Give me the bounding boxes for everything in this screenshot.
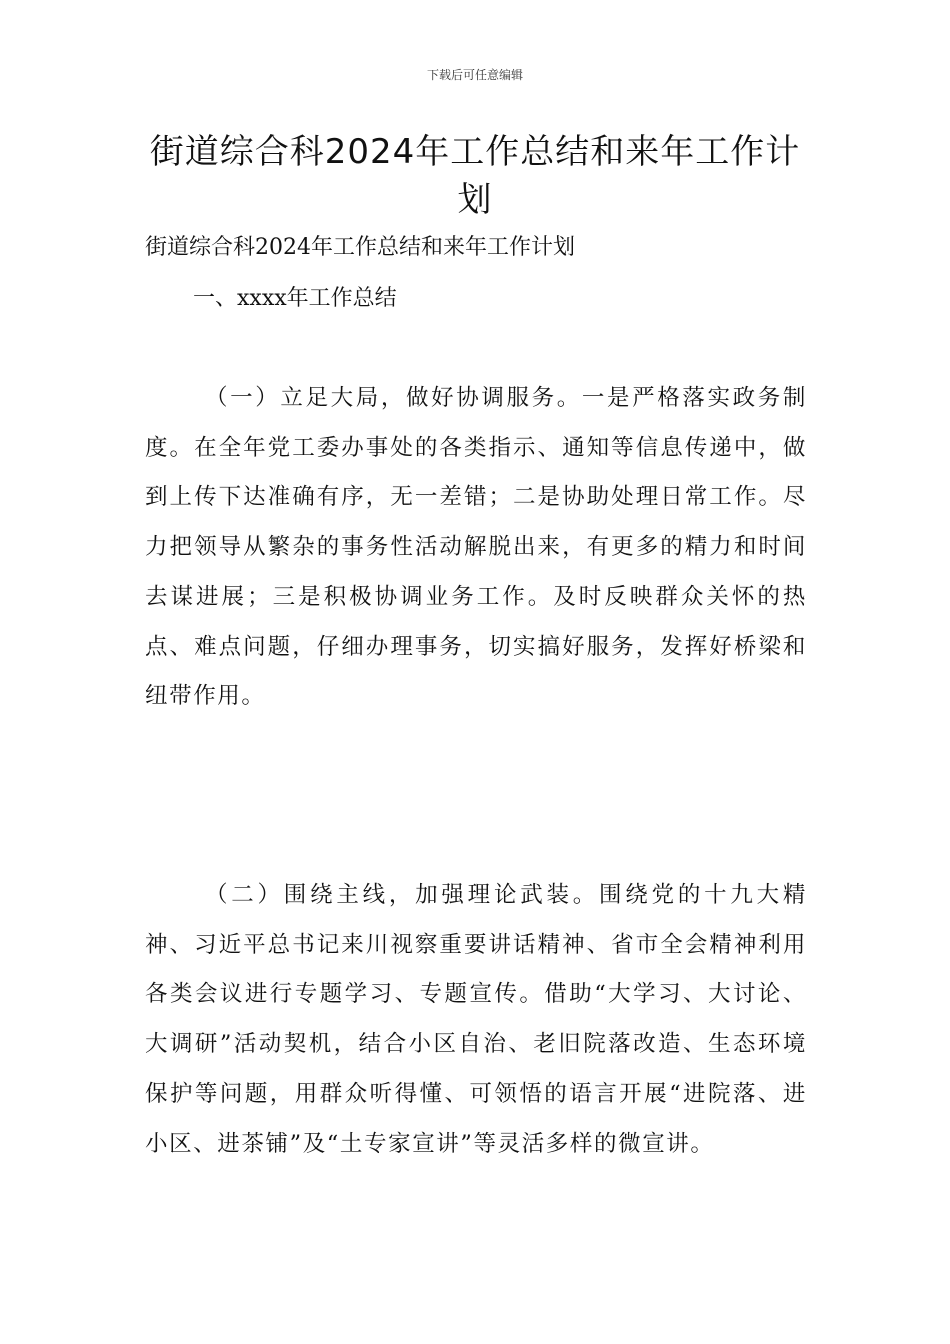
header-note: 下载后可任意编辑	[426, 68, 523, 82]
paragraph-2: （二）围绕主线，加强理论武装。围绕党的十九大精神、习近平总书记来川视察重要讲话精神、省市全会精神利用各类会议进行专题学习、专题宣传。借助“大学习、大讨论、大调研”活动契机，结合小区自治、老旧院落改造、生态环境保护等问题，用群众听得懂、可领悟的语言开展“进院落、进小区、进茶铺”及“土专家宣讲”等灵活多样的微宣讲。	[145, 882, 807, 1157]
section-heading: 一、xxxx年工作总结	[193, 286, 397, 311]
document-title: 街道综合科2024年工作总结和来年工作计划	[149, 132, 801, 220]
paragraph-1: （一）立足大局，做好协调服务。一是严格落实政务制度。在全年党工委办事处的各类指示、通知等信息传递中，做到上传下达准确有序，无一差错；二是协助处理日常工作。尽力把领导从繁杂的事务性活动解脱出来，有更多的精力和时间去谋进展；三是积极协调业务工作。及时反映群众关怀的热点、难点问题，仔细办理事务，切实搞好服务，发挥好桥梁和纽带作用。	[145, 385, 807, 710]
document-subtitle: 街道综合科2024年工作总结和来年工作计划	[145, 235, 575, 260]
